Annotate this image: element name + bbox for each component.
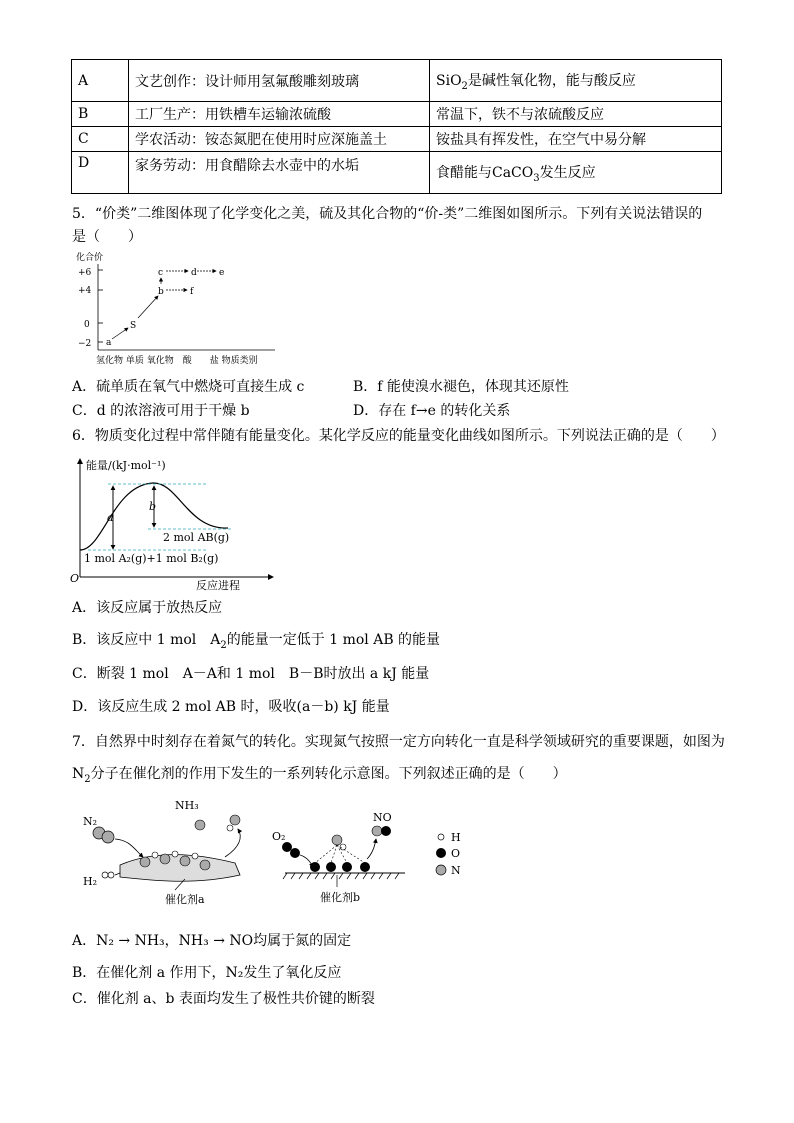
- point-label: a: [106, 338, 112, 348]
- row-scene: 家务劳动：用食醋除去水壶中的水垢: [129, 152, 430, 194]
- nitrogen-conversion-figure: [75, 795, 495, 910]
- q5-ytick: 0: [84, 320, 90, 330]
- point-label: c: [158, 268, 164, 278]
- row-explain: 常温下，铁不与浓硫酸反应: [430, 102, 722, 127]
- legend-o-dot: [436, 848, 446, 858]
- q5-stem-cont: 是（ ）: [72, 229, 142, 245]
- n2-label: N₂: [83, 815, 98, 828]
- label-b: b: [149, 500, 157, 513]
- q6-stem: 6．物质变化过程中常伴随有能量变化。某化学反应的能量变化曲线如图所示。下列说法正确的是（ ）: [72, 428, 725, 444]
- q7-option-b: B．在催化剂 a 作用下，N₂发生了氧化反应: [72, 965, 342, 981]
- row-key: B: [72, 102, 129, 127]
- legend-h: H: [451, 831, 461, 844]
- row-explain: 铵盐具有挥发性，在空气中易分解: [430, 127, 722, 152]
- row-key: A: [72, 60, 129, 102]
- h2-label: H₂: [83, 875, 98, 888]
- row-scene: 文艺创作：设计师用氢氟酸雕刻玻璃: [129, 60, 430, 102]
- q5-xlabel: 氢化物 单质 氧化物 酸 盐 物质类别: [96, 356, 258, 366]
- q5-ytick: +6: [78, 268, 92, 278]
- row-scene: 学农活动：铵态氮肥在使用时应深施盖土: [129, 127, 430, 152]
- q6-option-b: B．该反应中 1 mol $A_2$的能量一定低于 1 mol AB 的能量: [72, 632, 441, 651]
- table-row: [72, 60, 722, 102]
- row-explain: 食醋能与CaCO$_3$发生反应: [430, 152, 722, 194]
- q6-option-a: A．该反应属于放热反应: [72, 600, 223, 616]
- row-key: D: [72, 152, 129, 194]
- q5-option-c: C．d 的浓溶液可用于干燥 b: [72, 403, 250, 419]
- nh3-label: NH₃: [175, 799, 199, 812]
- q5-option-a: A．硫单质在氧气中燃烧可直接生成 c: [72, 379, 305, 395]
- options-table: [71, 59, 722, 194]
- table-row: [72, 102, 722, 127]
- row-explain: SiO$_2$是碱性氧化物，能与酸反应: [430, 60, 722, 102]
- legend-n-dot: [436, 865, 446, 875]
- no-label: NO: [373, 811, 392, 824]
- catalyst-a-surface: [120, 855, 240, 882]
- point-label: d: [191, 268, 197, 278]
- legend-o: O: [451, 847, 461, 860]
- q6-origin: O: [70, 572, 80, 585]
- row-key: C: [72, 127, 129, 152]
- q6-ylabel: 能量/(kJ·mol⁻¹): [86, 459, 166, 472]
- legend-h-dot: [438, 834, 444, 840]
- catalyst-b-label: 催化剂b: [320, 891, 361, 904]
- q6-xlabel: 反应进程: [196, 579, 240, 592]
- row-scene: 工厂生产：用铁槽车运输浓硫酸: [129, 102, 430, 127]
- q7-option-c: C．催化剂 a、b 表面均发生了极性共价键的断裂: [72, 991, 375, 1007]
- q7-option-a: A．N₂ → NH₃，NH₃ → NO均属于氮的固定: [72, 933, 352, 949]
- q6-option-c: C．断裂 1 mol A－A和 1 mol B－B时放出 a kJ 能量: [72, 666, 430, 682]
- point-label: e: [219, 268, 225, 278]
- arrow: [112, 328, 128, 339]
- q5-ylabel: 化合价: [76, 253, 104, 263]
- q5-option-b: B．f 能使溴水褪色，体现其还原性: [353, 379, 569, 395]
- valence-class-chart: [70, 248, 290, 370]
- table-row: [72, 152, 722, 194]
- table-row: [72, 127, 722, 152]
- q5-ytick: +4: [78, 286, 92, 296]
- q5-ytick: −2: [78, 339, 92, 349]
- energy-profile-chart: [68, 455, 288, 595]
- q5-option-d: D．存在 f→e 的转化关系: [353, 403, 511, 419]
- o2-label: O₂: [272, 830, 286, 843]
- product-label: 2 mol AB(g): [163, 531, 230, 544]
- point-label: b: [158, 287, 164, 297]
- legend-n: N: [451, 864, 461, 877]
- point-label: S: [130, 321, 137, 331]
- catalyst-a-label: 催化剂a: [165, 893, 205, 906]
- q5-stem: 5．“价类”二维图体现了化学变化之美，硫及其化合物的“价-类”二维图如图所示。下列有关说法错误的: [72, 206, 703, 222]
- q7-stem: 7．自然界中时刻存在着氮气的转化。实现氮气按照一定方向转化一直是科学领域研究的重要课题，如图为: [72, 734, 725, 750]
- q7-stem-cont: $N_2$分子在催化剂的作用下发生的一系列转化示意图。下列叙述正确的是（ ）: [72, 766, 567, 785]
- q6-option-d: D．该反应生成 2 mol AB 时，吸收(a－b) kJ 能量: [72, 699, 390, 715]
- reactant-label: 1 mol A₂(g)+1 mol B₂(g): [84, 552, 219, 565]
- point-label: f: [190, 287, 194, 297]
- arrow: [138, 296, 158, 318]
- label-a: a: [107, 511, 114, 524]
